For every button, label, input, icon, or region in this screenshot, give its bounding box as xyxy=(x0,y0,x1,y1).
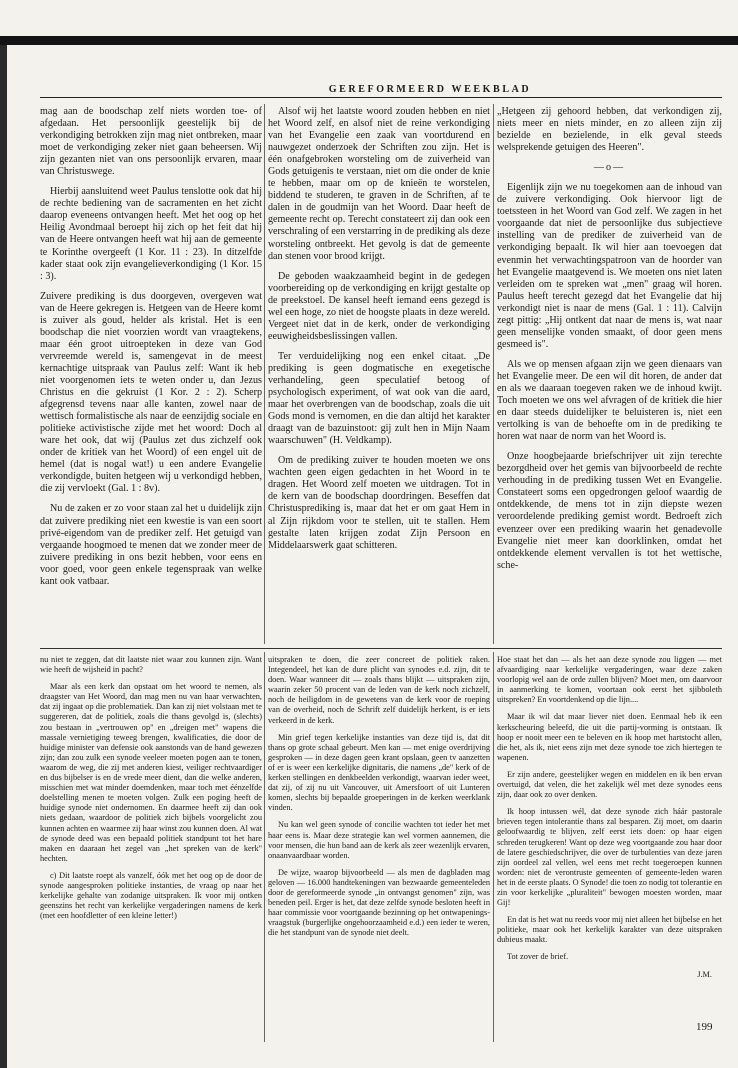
paragraph: Nu de zaken er zo voor staan zal het u duidelijk zijn dat zuivere prediking niet een kwestie is van een soort privé-eigendom van de prediker zelf. Het getuigd van vergaande hoogmoed te menen dat we zonder meer de zuivere prediking in ons bezit hebben, voor eens en voor goed, voor geen enkele tegenspraak van welke kant ook vatbaar. xyxy=(40,503,262,587)
paragraph: mag aan de boodschap zelf niets worden toe- of afgedaan. Het persoonlijk geestelijk bij de verkondiging betrokken zijn mag niet ontbreken, maar moet de verkondiging zeker niet gaan beheersen. Wij zijn gezanten niet van ons persoonlijk ervaren, maar van Christuswege. xyxy=(40,106,262,178)
paragraph: nu niet te zeggen, dat dit laatste niet waar zou kunnen zijn. Want wie heeft de wijsheid in pacht? xyxy=(40,655,262,675)
page-number: 199 xyxy=(696,1021,713,1033)
paragraph: Ter verduidelijking nog een enkel citaat. „De prediking is geen dogmatische en exegetische verhandeling, geen speculatief betoog of psychologisch experiment, of wat ook van die aard, maar het overbrengen van de boodschap, zoals die uit Gods mond is vernomen, en die dan altijd het karakter draagt van de bazuinstoot: gij zult hen in Mijn Naam waarschuwen" (H. Veldkamp). xyxy=(268,350,490,447)
paragraph: Ik hoop intussen wél, dat deze synode zich háár pastorale brieven tegen intolerantie thans zal besparen. Zij moet, om daarin geloofwaardig te blijven, zelf eerst iets doen: op haar eigen schreden terugkeren! Want op deze weg voortgaande zou haar door de latere geschiedschrijver, die over de turbulenties van deze jaren zijn oordeel zal vellen, wel eens met recht toegeroepen kunnen worden: niet de verontruste gemeenten of gemeente-leden waren het in de eerste plaats. O Synode! die toen zo nodig tot tolerantie en zin voor kerkelijke „pluraliteit" bewogen moesten worden, maar Gij! xyxy=(497,807,722,908)
paragraph: Alsof wij het laatste woord zouden hebben en niet het Woord zelf, en alsof niet de reine verkondiging van het Evangelie een zaak van voortdurend en nauwgezet onderzoek der Schriften zou zijn. Het is één onafgebroken worsteling om de zuiverheid van Gods getuigenis te verstaan, niet om die onder de knie te hebben, maar om op de knieën te worstelen, biddend te studeren, te graven in de Schriften, af te dalen in de goudmijn van het Woord. Daar heeft de gemeente recht op. Terecht constateert zij dan ook een verschraling of een verstarring in de prediking als deze worsteling ontbreekt. Het gevolg is dat de gemeente dan stenen voor brood krijgt. xyxy=(268,106,490,262)
quote-paragraph: „Hetgeen zij gehoord hebben, dat verkondigen zij, niets meer en niets minder, en zo alleen zijn zij bezielde en bezielende, in elk geval steeds welsprekende getuigen des Heeren". xyxy=(497,106,722,154)
lower-column-3 xyxy=(497,655,722,980)
paragraph: uitspraken te doen, die zeer concreet de politiek raken. Integendeel, het kan de dure plicht van synodes e.d. zijn, dit te doen. Waar wanneer dit — zoals thans blijkt — uitspraken zijn, waarin zeker 50 procent van de leden van de kerk noch zichzelf, noch de heiligdom in de gewetens van de kerk voor de roeping van de overheid, noch de Schrift zelf duidelijk herkent, is er iets verkeerd in de kerk. xyxy=(268,655,490,725)
column-divider xyxy=(493,104,494,644)
paragraph: Zuivere prediking is dus doorgeven, overgeven wat van de Heere gekregen is. Hetgeen van de Heere komt is zuiver als goud, helder als kristal. Het is een boodschap die niet voorzien wordt van vraagtekens, maar één groot uitroepteken in deze van God vervreemde wereld is, samengevat in de meest kernachtige uitspraak van Paulus zelf: Want ik heb niet voorgenomen iets te weten onder u, dan Jezus Christus en die gekruist (1 Kor. 2 : 2). Scherp afgegrensd tevens naar alle kanten, zowel naar de wettisch formalistische als naar de eenzijdig sociale en politieke activistische zijde met het woord: Doch al ware het ook, dat wij (Paulus zet dus zichzelf ook onder de kritiek van het Woord) of een engel uit de hemel (dat is nogal wat!) u een andere Evangelie verkondigde, buiten hetgeen wij u verkondigd hebben, die zij vervloekt (Gal. 1 : 8v). xyxy=(40,290,262,495)
paragraph: Eigenlijk zijn we nu toegekomen aan de inhoud van de zuivere verkondiging. Ook hiervoor ligt de toetssteen in het Woord van God zelf. We zagen in het voorgaande dat niet de persoonlijke dus subjectieve instelling van de prediker de zuiverheid van de verkondiging bepaalt. Ik wil hier aan toevoegen dat evenmin het verwachtingspatroon van de hoorder van het Evangelie maatgevend is. We moeten ons niet laten verleiden om te spreken wat „men" graag wil horen. Paulus heeft terecht gezegd dat het Evangelie dat hij verkondigt niet is naar de mens (Gal. 1 : 11). Calvijn zegt pittig: „Hij ontkent dat naar de mens is, wat naar geen menselijke vonden smaakt, of door geen mens gesmeed is". xyxy=(497,182,722,350)
upper-column-1 xyxy=(40,106,262,596)
column-divider xyxy=(264,652,265,1042)
paragraph: De wijze, waarop bijvoorbeeld — als men de dagbladen mag geloven — 16.000 handtekeningen van bezwaarde gemeenteleden door de gereformeerde synode „in ontvangst genomen" zijn, was beneden peil. Erger is het, dat deze zelfde synode besloten heeft in haar commissie voor voortgaande bezinning op het ontwapenings-vraagstuk (burgerlijke ongehoorzaamheid e.d.) een ieder te weren, die het standpunt van de synode niet deelt. xyxy=(268,867,490,938)
author-signature: J.M. xyxy=(697,969,712,979)
lower-column-2 xyxy=(268,655,490,945)
binding-edge xyxy=(0,36,7,1068)
paragraph: Hierbij aansluitend weet Paulus tenslotte ook dat hij de rechte bediening van de sacramenten en het zicht daarop eveneens ontvangen heeft. Met het oog op het Heilig Avondmaal beroept hij zich op het feit dat hij van de Heere ontvangen heeft wat hij aan de gemeente te Korinthe overgeeft (1 Kor. 11 : 23). In ditzelfde kader staat ook zijn evangelieverkondiging (1 Kor. 15 : 3). xyxy=(40,186,262,282)
paragraph: Er zijn andere, geestelijker wegen en middelen en ik ben ervan overtuigd, dat velen, die het zakelijk wél met deze synodes eens zijn, daar ook zo over denken. xyxy=(497,769,722,800)
top-rule xyxy=(0,36,738,45)
paragraph: Maar ik wil dat maar liever niet doen. Eenmaal heb ik een kerkscheuring beleefd, die uit die partij-vorming is ontstaan. Ik hoop er nooit meer een te beleven en ik hoop met hartstocht allen, die het, als ik, niet eens zijn met deze synode toe zich hiertegen te wapenen. xyxy=(497,712,722,762)
lower-column-1 xyxy=(40,655,262,928)
paragraph: Min grief tegen kerkelijke instanties van deze tijd is, dat dit thans op grote schaal gebeurt. Men kan — met enige overdrijving gesproken — in deze dagen geen krant opslaan, geen tv aanzetten of er is weer een kerkelijke dignitaris, die namens „de" kerk of de kerken stellingen en denkbeelden verkondigt, waarvan ieder weet, dat zij, of zij nu uit Vancouver, uit Amersfoort of uit Lunteren komen, slechts bij bepaalde groeperingen in de kerken weerklank vinden. xyxy=(268,732,490,813)
magazine-header: GEREFORMEERD WEEKBLAD xyxy=(328,84,532,95)
paragraph: Tot zover de brief. xyxy=(507,952,569,962)
paragraph: En dat is het wat nu reeds voor mij niet alleen het bijbelse en het politieke, maar ook het kerkelijk karakter van deze uitspraken dubieus maakt. xyxy=(497,915,722,945)
section-separator xyxy=(40,648,722,649)
upper-column-3 xyxy=(497,106,722,580)
upper-column-2 xyxy=(268,106,490,560)
paragraph: De geboden waakzaamheid begint in de gedegen voorbereiding op de verkondiging en krijgt gestalte op de preekstoel. De kansel heeft iemand eens gezegd is wel een hoge, zo niet de hoogste plaats in deze wereld. Vergeet niet dat in de kerk, onder de verkondiging eeuwigheidsbeslissingen vallen. xyxy=(268,270,490,342)
paragraph: Hoe staat het dan — als het aan deze synode zou liggen — met afvaardiging naar kerkelijke vergaderingen, waar deze zaken voorlopig wel aan de orde zullen blijven? Moet men, om daarvoor in aanmerking te komen, voortaan ook eerst het sjibboleth uitspreken? En voortdenkend op die lijn.... xyxy=(497,655,722,705)
column-divider xyxy=(493,652,494,1042)
paragraph: Om de prediking zuiver te houden moeten we ons wachten geen eigen gedachten in het Woord in te dragen. Het Woord zelf moeten we uitdragen. Tot in de kern van de boodschap doordringen. Beseffen dat Christusprediking is, maar dat het er om gaat Hem in al Zijn rijkdom voor te stellen, uit te stallen. Hem gestalte laten krijgen zodat Zijn Persoon en Middelaarswerk gaat schitteren. xyxy=(268,455,490,551)
section-divider: —o— xyxy=(593,162,626,174)
column-divider xyxy=(264,104,265,644)
header-rule xyxy=(40,97,722,98)
paragraph: c) Dit laatste roept als vanzelf, óók met het oog op de door de synode aangesproken politieke instanties, de vraag op naar het kerkelijke gehalte van zodanige uitspraken. Ik voor mij ontken geenszins het recht van kerkelijke vergaderingen namens de kerk (met een hoofdletter of een kleine letter!) xyxy=(40,870,262,921)
paragraph: Maar als een kerk dan opstaat om het woord te nemen, als draagster van Het Woord, dan mag men nu van haar verwachten, dat zij ingaat op die problematiek. Dan kan zij niet volstaan met te suggereren, dat de politiek, zoals die thans gevolgd is, (slechts) zou bestaan in „vertrouwen op" en „dreigen met" wapens die massale vernietiging teweeg brengen, kwalificaties, die door de huidige minister van defensie ook aanstonds van de hand gewezen zijn; dan zou zulk een synode veeleer moeten pogen aan te tonen, waarom de weg, die zij met anderen kiest, veiliger rechtvaardiger en dus bijbelser is en de vrede meer dient, dan die welke anderen, misschien met wat minder doemdenken, maar toch met éénzelfde doelstelling menen te moeten volgen. Zulk een poging heeft de huidige synode niet ondernomen. En daarmee heeft zij dan ook niets gedaan, waardoor de politiek zich bijbels voorgelicht zou kunnen achten en waarmee zij haar winst zou kunnen doen. Al wat de synode deed was een bepaald politiek standpunt tot het hare maken en daaraan het zegel van „het spreken van de kerk" hechten. xyxy=(40,682,262,863)
paragraph: Als we op mensen afgaan zijn we geen dienaars van het Evangelie meer. De een wil dit horen, de ander dat en als we daaraan toegeven raken we de inhoud kwijt. Toch moeten we ons wel afvragen of de kritiek die hier en daar steeds duidelijker te beluisteren is, niet een vertolking is van de behoefte om in de prediking te horen wat naar de norm van het Woord is. xyxy=(497,358,722,443)
paragraph: Onze hoogbejaarde briefschrijver uit zijn terechte bezorgdheid over het gemis van bijvoorbeeld de rechte verhouding in de prediking tussen Wet en Evangelie. Constateert soms een opgedrongen geloof waardig de ontdekkende, de mens tot in zijn diepste wezen veroordelende prediking gemist wordt. Bedroeft zich evenzeer over een prediking waarin het genadevolle Evangelie niet meer kan doorklinken, omdat het ontdekkende element vervallen is tot het wettische, sche- xyxy=(497,451,722,571)
paragraph: Nu kan wel geen synode of concilie wachten tot ieder het met haar eens is. Maar deze strategie kan wel vormen aannemen, die voor mensen, die hun band aan de kerk als zeer wezenlijk ervaren, onaanvaardbaar worden. xyxy=(268,820,490,860)
